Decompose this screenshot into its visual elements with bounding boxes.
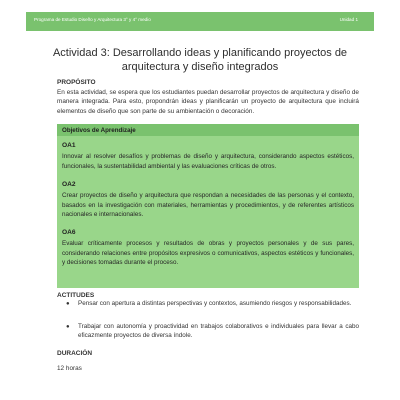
bullet-icon: ● bbox=[66, 324, 70, 330]
purpose-text: En esta actividad, se espera que los estudiantes puedan desarrollar proyectos de arquitectura y diseño de manera integrada. Para esto, propondrán ideas y planificarán un proyecto de arquitectura que incluirá elementos de diseño que son parte de su ambientación o decoración. bbox=[57, 89, 359, 115]
objectives-header bbox=[57, 124, 359, 136]
header-bar bbox=[26, 12, 374, 31]
attitude-item: Trabajar con autonomía y proactividad en trabajos colaborativos e individuales para llevar a cabo eficazmente proyectos de diversa índole. bbox=[78, 323, 359, 340]
duration-heading: DURACIÓN bbox=[57, 350, 93, 357]
unit-label: Unidad 1 bbox=[339, 17, 358, 22]
objective-text: Evaluar críticamente procesos y resultados de obras y proyectos personales y de sus pares, considerando relaciones entre propósitos expresivos o comunicativos, aspectos estéticos y funcionales, y decisiones tomadas durante el proceso. bbox=[62, 240, 354, 266]
duration-value: 12 horas bbox=[57, 365, 82, 372]
objectives-box bbox=[57, 124, 359, 288]
objective-text: Innovar al resolver desafíos y problemas de diseño y arquitectura, considerando aspectos estéticos, funcionales, la sustentabilidad ambiental y las evaluaciones críticas de otros. bbox=[62, 153, 354, 170]
objective-text: Crear proyectos de diseño y arquitectura que respondan a necesidades de las personas y el contexto, basados en la investigación con materiales, herramientas y procedimientos, y de referentes artísticos nacionales e internacionales. bbox=[62, 192, 354, 218]
purpose-heading: PROPÓSITO bbox=[57, 79, 96, 86]
program-title: Programa de Estudio Diseño y Arquitectura 3° y 4° medio bbox=[34, 17, 151, 22]
objective-code: OA2 bbox=[62, 181, 76, 188]
objectives-heading: Objetivos de Aprendizaje bbox=[62, 127, 136, 134]
attitudes-heading: ACTITUDES bbox=[57, 292, 95, 299]
objective-code: OA1 bbox=[62, 142, 76, 149]
attitude-item: Pensar con apertura a distintas perspectivas y contextos, asumiendo riesgos y responsabilidades. bbox=[78, 300, 352, 307]
page-title: Actividad 3: Desarrollando ideas y planificando proyectos de arquitectura y diseño integrados bbox=[52, 47, 348, 73]
objective-code: OA6 bbox=[62, 229, 76, 236]
bullet-icon: ● bbox=[66, 301, 70, 307]
